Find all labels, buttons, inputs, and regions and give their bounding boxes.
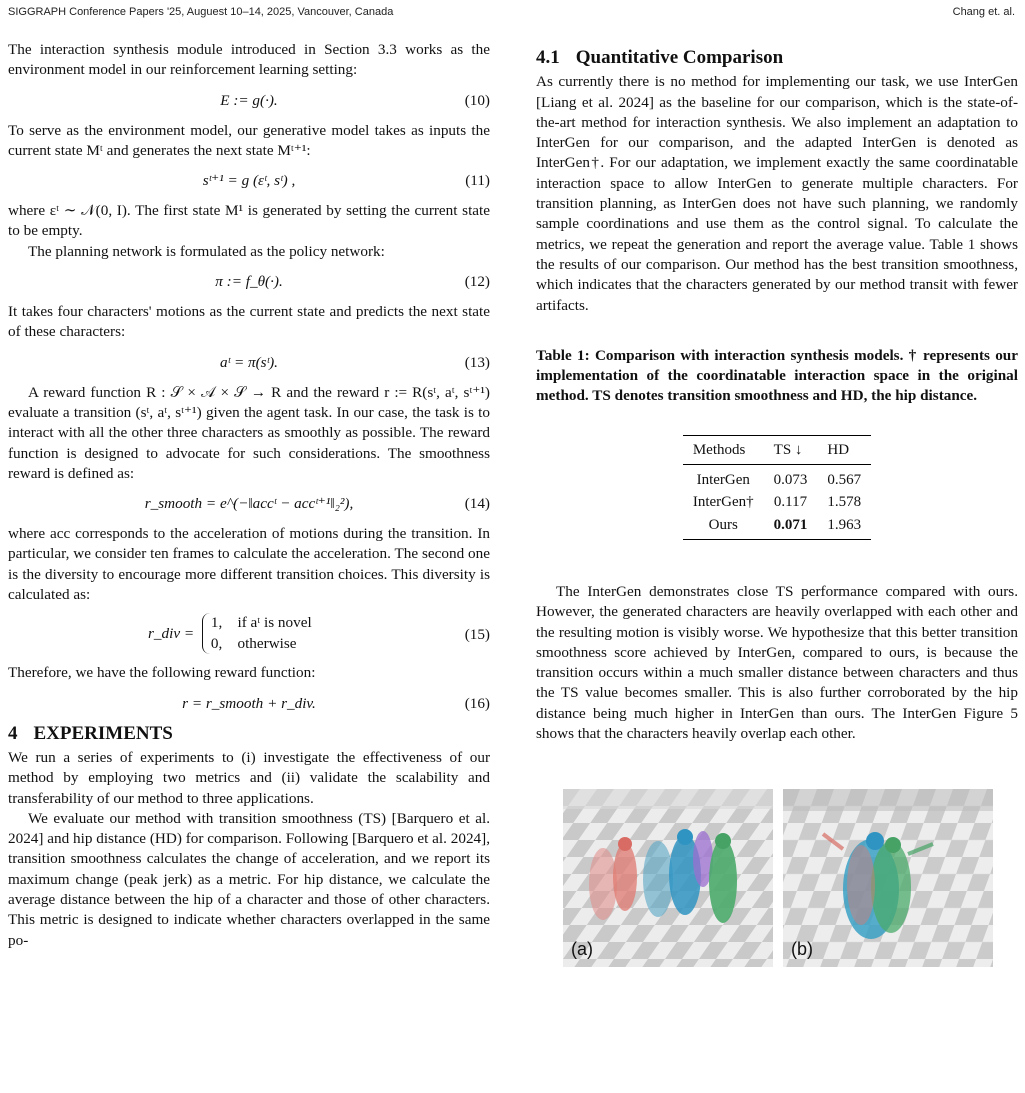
equation: π := f_θ(·). (215, 273, 283, 291)
right-column (536, 40, 1018, 967)
subsection-heading (536, 48, 1018, 68)
table-cell: 1.963 (817, 514, 871, 540)
running-header-right: Chang et. al. (952, 6, 1015, 18)
figure-label-a: (a) (571, 939, 593, 960)
paragraph: We evaluate our method with transition smoothness (TS) [Barquero et al. 2024] and hip distance (HD) for comparison. Following [Barquero et al. 2024], transition smoothness calculates the change of acceleration, and we report its maximum change (peak jerk) as a metric. For hip distance, we calculate the average distance between the hip of a character and those of other characters. This metric is designed to indicate whether characters overlapped in the same po- (8, 809, 490, 949)
table-caption: Table 1: Comparison with interaction synthesis models. † represents our implementation of the coordinatable interaction space in the original method. TS denotes transition smoothness and HD, the hip distance. (536, 346, 1018, 405)
equation-number: (16) (464, 694, 490, 712)
equation-number: (14) (464, 495, 490, 513)
figure-5 (563, 789, 1018, 967)
equation-number: (13) (464, 353, 490, 371)
figure-image-a (563, 789, 773, 967)
table-cell: 0.073 (773, 472, 808, 489)
paragraph: A reward function R : 𝒮 × 𝒜 × 𝒮 → R and the reward r := R(sᵗ, aᵗ, sᵗ⁺¹) evaluate a transition (sᵗ, aᵗ, sᵗ⁺¹) given the agent task. In our case, the task is to interact with all the other three characters as smoothly as possible. The reward function is designed to advocate for such considerations. The smoothness reward is defined as: (8, 383, 490, 482)
equation: r_smooth = e^(−‖accᵗ − accᵗ⁺¹‖₂²), (144, 495, 354, 513)
section-number: 4 (8, 722, 18, 744)
table-cell: 0.567 (827, 472, 862, 489)
equation-15 (8, 605, 490, 663)
paragraph: The InterGen demonstrates close TS performance compared with ours. However, the generated characters are heavily overlapped with each other and the resulting motion is visibly worse. We hypothesize that this better transition smoothness score achieved by InterGen, compared to ours, is because the transition occurs within a much smaller distance between characters and thus the TS value becomes smaller. This is also further corroborated by the hip distance being much higher in InterGen than ours. The InterGen Figure 5 shows that the characters heavily overlap each other. (536, 582, 1018, 743)
table-header-row (683, 435, 871, 464)
table-cell: Ours (683, 514, 764, 540)
column-header: Methods (683, 435, 764, 464)
results-table (683, 435, 871, 540)
equation-number: (12) (464, 273, 490, 291)
column-header: HD (817, 435, 871, 464)
paragraph: Therefore, we have the following reward function: (8, 664, 316, 682)
table-row (683, 465, 871, 492)
case: 1, if aᵗ is novel (210, 614, 312, 632)
equation: E := g(·). (220, 91, 278, 109)
equation-16 (8, 684, 490, 724)
paragraph: It takes four characters' motions as the current state and predicts the next state of these characters: (8, 303, 490, 341)
equation-number: (10) (464, 91, 490, 109)
section-number: 4.1 (536, 47, 560, 68)
equation: r = r_smooth + r_div. (182, 694, 316, 712)
table-cell: 1.578 (827, 494, 862, 511)
paragraph: where εᵗ ∼ 𝒩(0, I). The first state M¹ is generated by setting the current state to be empty. (8, 202, 490, 240)
paragraph: The interaction synthesis module introduced in Section 3.3 works as the environment model in our reinforcement learning setting: (8, 41, 490, 79)
table-cell: InterGen† (692, 494, 754, 511)
equation-13 (8, 343, 490, 383)
equation-14 (8, 484, 490, 524)
paragraph: We run a series of experiments to (i) investigate the effectiveness of our method by employing two metrics and (ii) validate the scalability and transferability of our method to three applications. (8, 748, 490, 807)
paragraph: where acc corresponds to the acceleration of motions during the transition. In particular, we consider ten frames to calculate the acceleration. The second one is the diversity to encourage more different transition choices. This diversity is calculated as: (8, 525, 490, 604)
equation-10 (8, 81, 490, 121)
figure-image-b (783, 789, 993, 967)
figure-label-b: (b) (791, 939, 813, 960)
equation: sᵗ⁺¹ = g (εᵗ, sᵗ) , (202, 172, 296, 190)
equation-number: (11) (465, 172, 490, 190)
paragraph: The planning network is formulated as the policy network: (28, 242, 385, 260)
section-title: Quantitative Comparison (575, 47, 784, 68)
equation-number: (15) (464, 626, 490, 644)
case: 0, otherwise (210, 634, 297, 652)
paragraph: As currently there is no method for implementing our task, we use InterGen [Liang et al. 2024] as the baseline for our comparison, which is the state-of-the-art method for interaction synthesis. We also implement an adaptation to InterGen for our comparison, and the adapted InterGen is denoted as InterGen†. For our adaptation, we implement exactly the same coordinatable interaction space to allow InterGen to generate multiple characters. For transition planning, as InterGen does not have such planning, we randomly sample coordinations and use them as the control signal. To calculate the metrics, we repeat the generation and report the average value. Table 1 shows the results of our comparison. Our method has the best transition smoothness, which indicates that the characters generated by our method transit with fewer artifacts. (536, 73, 1018, 314)
paragraph: To serve as the environment model, our generative model takes as inputs the current state Mᵗ and generates the next state Mᵗ⁺¹: (8, 121, 490, 159)
section-title: EXPERIMENTS (33, 722, 173, 744)
equation-12 (8, 262, 490, 302)
table-row (683, 491, 871, 513)
table-cell: 0.071 (764, 514, 818, 540)
table-cell: InterGen (696, 472, 750, 489)
equation-lhs: r_div = (148, 625, 195, 643)
running-header-left: SIGGRAPH Conference Papers '25, Auguest 10–14, 2025, Vancouver, Canada (8, 6, 394, 18)
equation-11 (8, 161, 490, 201)
left-column (8, 40, 490, 951)
table-cell: 0.117 (773, 494, 808, 511)
equation-cases (202, 613, 312, 654)
equation (148, 613, 312, 654)
section-heading (8, 724, 490, 744)
table-row (683, 514, 871, 540)
equation: aᵗ = π(sᵗ). (220, 353, 278, 371)
column-header: TS ↓ (764, 435, 818, 464)
